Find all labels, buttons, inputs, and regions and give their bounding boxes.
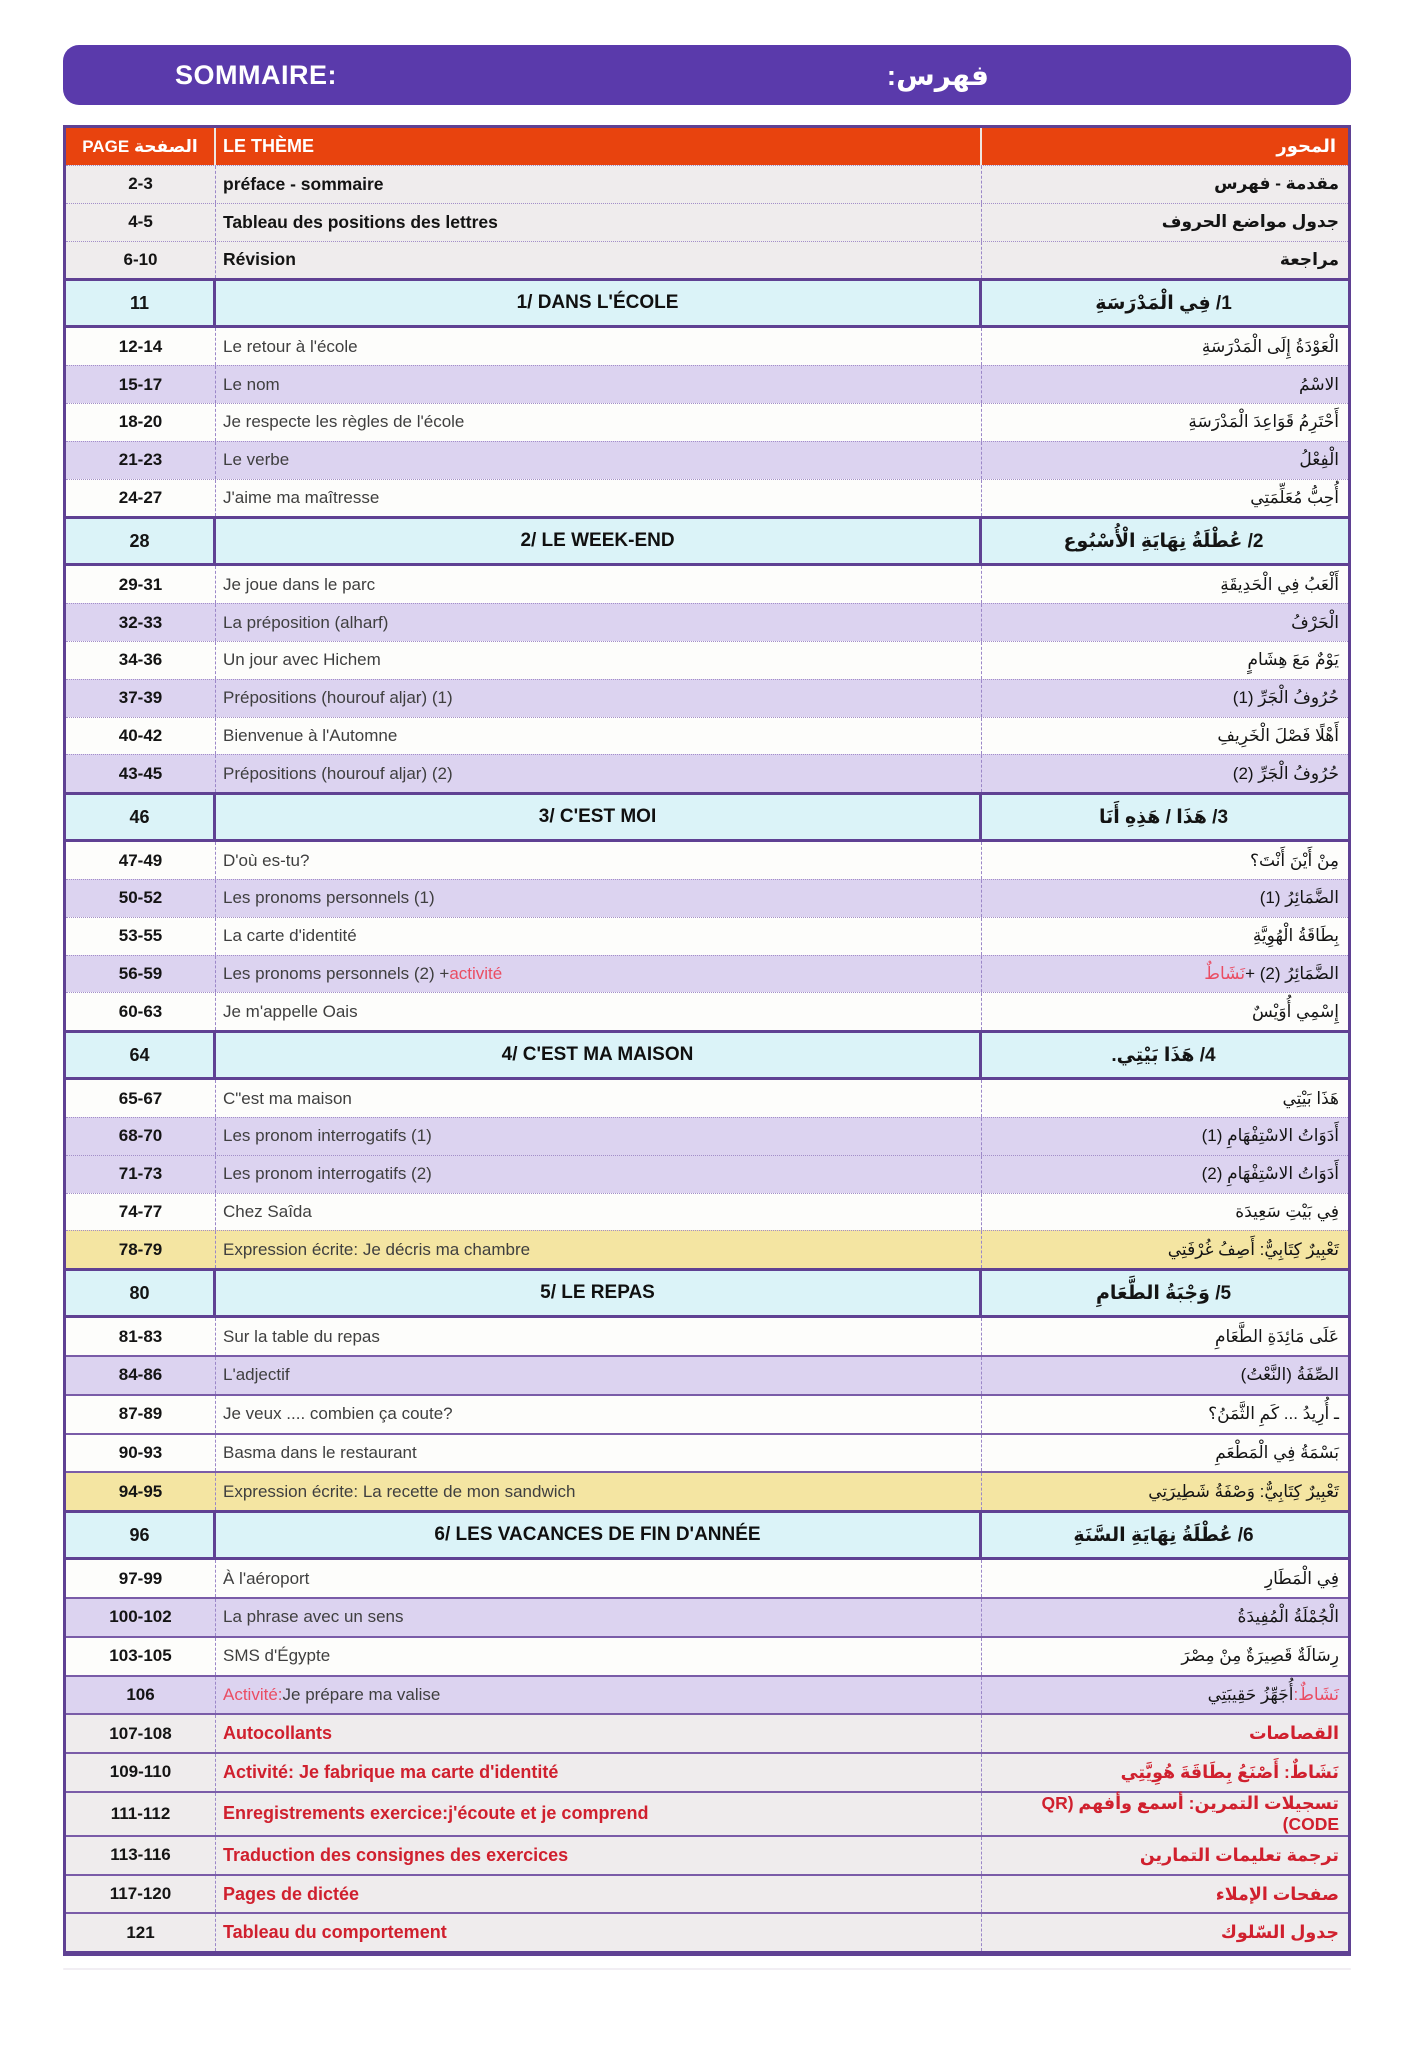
page-range: 28 [66,519,216,563]
page-range: 15-17 [66,366,216,403]
theme-cell: Révision [216,242,982,279]
mihwar-cell: بَسْمَةُ فِي الْمَطْعَمِ [1215,1442,1339,1462]
page-range: 56-59 [66,956,216,993]
table-row [66,1471,1348,1510]
mihwar-cell: أَدَوَاتُ الاسْتِفْهَامِ (1) [1201,1126,1339,1146]
footer-divider [63,1968,1351,1970]
page-range: 109-110 [66,1754,216,1791]
theme-cell: 2/ LE WEEK-END [216,519,982,563]
theme-cell: Traduction des consignes des exercices [216,1837,982,1874]
column-header-page: PAGE الصفحة [66,128,216,165]
table-row [66,1791,1348,1835]
table-row [66,1675,1348,1714]
theme-cell: La préposition (alharf) [216,604,982,641]
mihwar-cell: 5/ وَجْبَةُ الطَّعَامِ [1095,1282,1232,1304]
mihwar-cell: الْفِعْلُ [1299,450,1339,470]
table-row [66,1752,1348,1791]
mihwar-cell: تسجيلات التمرين: أسمع وأفهم (QR CODE) [1041,1792,1339,1834]
theme-cell: Enregistrements exercice:j'écoute et je comprend [216,1793,982,1835]
theme-cell: La carte d'identité [216,918,982,955]
page-range: 64 [66,1033,216,1077]
theme-cell: Les pronoms personnels (1) [216,880,982,917]
page-range: 80 [66,1271,216,1315]
theme-cell: Le nom [216,366,982,403]
mihwar-cell: 6/ عُطْلَةُ نِهَايَةِ السَّنَةِ [1073,1524,1254,1546]
table-row [66,679,1348,717]
page-range: 113-116 [66,1837,216,1874]
mihwar-cell: تَعْبِيرٌ كِتَابِيٌّ: أَصِفُ غُرْفَتِي [1167,1239,1339,1259]
theme-cell: Pages de dictée [216,1876,982,1913]
table-row [66,165,1348,203]
mihwar-cell: الضَّمَائِرُ (1) [1259,888,1339,908]
mihwar-cell: عَلَى مَائِدَةِ الطَّعَامِ [1215,1326,1339,1346]
page-range: 68-70 [66,1118,216,1155]
page-range: 103-105 [66,1638,216,1675]
page-range: 12-14 [66,328,216,365]
table-row [66,641,1348,679]
table-row [66,1230,1348,1268]
table-row [66,1394,1348,1433]
page-range: 100-102 [66,1599,216,1636]
page-range: 2-3 [66,166,216,203]
page-range: 40-42 [66,718,216,755]
mihwar-cell: مقدمة - فهرس [1214,174,1339,194]
mihwar-cell: أَلْعَبُ فِي الْحَدِيقَةِ [1220,574,1339,594]
mihwar-cell: 2/ عُطْلَةُ نِهَايَةِ الْأُسْبُوع [1063,530,1264,552]
table-row [66,1874,1348,1913]
mihwar-cell: تَعْبِيرٌ كِتَابِيٌّ: وَصْفَةُ شَطِيرَتِي [1148,1481,1339,1501]
table-row [66,479,1348,517]
table-row [66,754,1348,792]
section-row [66,1030,1348,1080]
table-row [66,365,1348,403]
mihwar-cell: 4/ هَذَا بَيْتِي. [1111,1044,1216,1066]
mihwar-cell: الْعَوْدَةُ إِلَى الْمَدْرَسَةِ [1201,336,1339,356]
mihwar-cell: أَحْتَرِمُ قَوَاعِدَ الْمَدْرَسَةِ [1188,412,1339,432]
page-range: 107-108 [66,1715,216,1752]
theme-cell: Le retour à l'école [216,328,982,365]
table-row [66,1117,1348,1155]
page-range: 78-79 [66,1231,216,1268]
theme-cell: Expression écrite: Je décris ma chambre [216,1231,982,1268]
table-row [66,1713,1348,1752]
mihwar-cell: الْحَرْفُ [1291,612,1339,632]
theme-cell [216,956,982,993]
mihwar-cell: بِطَاقَةُ الْهُوِيَّةِ [1252,926,1339,946]
mihwar-cell: حُرُوفُ الْجَرِّ (2) [1232,763,1339,783]
rows-container [66,165,1348,1951]
page-range: 90-93 [66,1435,216,1472]
theme-cell: Les pronom interrogatifs (1) [216,1118,982,1155]
mihwar-cell: فِي بَيْتِ سَعِيدَة [1235,1201,1339,1221]
theme-cell [216,1677,982,1714]
table-row [66,1080,1348,1117]
mihwar-cell: فِي الْمَطَارِ [1264,1568,1339,1588]
table-row [66,1912,1348,1951]
accent-text: نَشَاطٌ [1204,963,1246,983]
accent-text: Activité: [223,1684,283,1704]
table-row [66,917,1348,955]
theme-cell: Je veux .... combien ça coute? [216,1396,982,1433]
table-row [66,992,1348,1030]
section-row [66,792,1348,842]
theme-cell: Le verbe [216,442,982,479]
page-range: 50-52 [66,880,216,917]
theme-cell: Prépositions (hourouf aljar) (1) [216,680,982,717]
mihwar-cell: القصاصات [1248,1723,1339,1744]
page-range: 18-20 [66,404,216,441]
table-row [66,955,1348,993]
toc-table [63,125,1351,1956]
theme-cell: Un jour avec Hichem [216,642,982,679]
mihwar-cell: يَوْمٌ مَعَ هِشَامٍ [1247,650,1339,670]
table-row [66,1318,1348,1355]
theme-cell: 5/ LE REPAS [216,1271,982,1315]
theme-cell: À l'aéroport [216,1560,982,1597]
mihwar-cell: 3/ هَذَا / هَذِهِ أَنَا [1098,806,1229,828]
theme-cell: Autocollants [216,1715,982,1752]
page-title-french: SOMMAIRE: [175,59,337,90]
table-row [66,1355,1348,1394]
mihwar-cell: مِنْ أَيْنَ أَنْتَ؟ [1249,850,1339,870]
page-range: 65-67 [66,1080,216,1117]
table-row [66,1835,1348,1874]
theme-cell: Activité: Je fabrique ma carte d'identité [216,1754,982,1791]
page-range: 46 [66,795,216,839]
column-header-mihwar: المحور [1276,136,1336,156]
theme-cell: Les pronom interrogatifs (2) [216,1156,982,1193]
page-range: 121 [66,1914,216,1951]
mihwar-cell: ترجمة تعليمات التمارين [1139,1844,1339,1865]
theme-cell: SMS d'Égypte [216,1638,982,1675]
mihwar-cell: 1/ فِي الْمَدْرَسَةِ [1095,292,1232,314]
column-header-theme: LE THÈME [216,128,982,165]
theme-cell: Je m'appelle Oais [216,993,982,1030]
page-range: 71-73 [66,1156,216,1193]
table-header-row [66,128,1348,165]
page-range: 21-23 [66,442,216,479]
section-row [66,1268,1348,1318]
mihwar-cell [982,1677,1348,1714]
mihwar-text: الضَّمَائِرُ (2) + [1245,963,1339,983]
page-range: 94-95 [66,1473,216,1510]
page-range: 37-39 [66,680,216,717]
theme-cell: 4/ C'EST MA MAISON [216,1033,982,1077]
table-row [66,603,1348,641]
table-row [66,1560,1348,1597]
mihwar-cell: أَدَوَاتُ الاسْتِفْهَامِ (2) [1201,1164,1339,1184]
mihwar-cell: أُحِبُّ مُعَلِّمَتِي [1250,487,1339,507]
table-row [66,1636,1348,1675]
page-range: 84-86 [66,1357,216,1394]
table-row [66,328,1348,365]
theme-cell: Prépositions (hourouf aljar) (2) [216,755,982,792]
theme-cell: Sur la table du repas [216,1318,982,1355]
theme-cell: Expression écrite: La recette de mon sandwich [216,1473,982,1510]
mihwar-cell: رِسَالَةٌ قَصِيرَةٌ مِنْ مِصْرَ [1181,1646,1339,1666]
mihwar-cell: حُرُوفُ الْجَرِّ (1) [1232,688,1339,708]
theme-cell: Je joue dans le parc [216,566,982,603]
theme-cell: Chez Saîda [216,1194,982,1231]
section-row [66,278,1348,328]
page-range: 53-55 [66,918,216,955]
mihwar-cell [982,956,1348,993]
theme-cell: Bienvenue à l'Automne [216,718,982,755]
accent-text: نَشَاطٌ: [1293,1684,1339,1704]
page-range: 106 [66,1677,216,1714]
page-range: 43-45 [66,755,216,792]
page-range: 117-120 [66,1876,216,1913]
table-row [66,842,1348,879]
table-row [66,403,1348,441]
theme-cell: 6/ LES VACANCES DE FIN D'ANNÉE [216,1513,982,1557]
title-bar [63,45,1351,105]
table-row [66,1597,1348,1636]
page-range: 47-49 [66,842,216,879]
theme-text: Je prépare ma valise [282,1684,441,1704]
page-range: 60-63 [66,993,216,1030]
page-range: 96 [66,1513,216,1557]
page-range: 87-89 [66,1396,216,1433]
page-range: 4-5 [66,204,216,241]
section-row [66,1510,1348,1560]
page-range: 74-77 [66,1194,216,1231]
table-row [66,879,1348,917]
section-row [66,516,1348,566]
mihwar-cell: صفحات الإملاء [1215,1883,1339,1904]
mihwar-cell: الاسْمُ [1299,374,1339,394]
page-title-arabic: فهرس: [886,59,989,91]
theme-cell: J'aime ma maîtresse [216,480,982,517]
page-range: 81-83 [66,1318,216,1355]
mihwar-cell: جدول مواضع الحروف [1161,212,1339,232]
page-range: 32-33 [66,604,216,641]
theme-cell: La phrase avec un sens [216,1599,982,1636]
table-row [66,717,1348,755]
table-row [66,1193,1348,1231]
mihwar-cell: أَهْلًا فَصْلَ الْخَرِيفِ [1217,725,1339,745]
page-range: 34-36 [66,642,216,679]
page [0,45,1414,2045]
page-range: 11 [66,281,216,325]
theme-cell: Tableau des positions des lettres [216,204,982,241]
table-row [66,203,1348,241]
mihwar-cell: هَذَا بَيْتِي [1282,1088,1339,1108]
theme-cell: L'adjectif [216,1357,982,1394]
mihwar-text: أُجَهِّزُ حَقِيبَتِي [1207,1684,1294,1704]
theme-cell: 3/ C'EST MOI [216,795,982,839]
theme-cell: Je respecte les règles de l'école [216,404,982,441]
theme-cell: D'où es-tu? [216,842,982,879]
theme-cell: Tableau du comportement [216,1914,982,1951]
theme-cell: Basma dans le restaurant [216,1435,982,1472]
page-range: 24-27 [66,480,216,517]
theme-cell: C"est ma maison [216,1080,982,1117]
theme-cell: 1/ DANS L'ÉCOLE [216,281,982,325]
mihwar-cell: نَشَاطٌ: أَصْنَعُ بِطَاقَةَ هُوِيَّتِي [1120,1761,1339,1782]
page-range: 111-112 [66,1793,216,1835]
mihwar-cell: جدول السّلوك [1220,1922,1339,1943]
mihwar-cell: إِسْمِي أُوَيْسٌ [1251,1001,1339,1021]
mihwar-cell: الْجُمْلَةُ الْمُفِيدَةُ [1237,1607,1339,1627]
table-row [66,241,1348,279]
mihwar-cell: الصِّفَةُ (النَّعْتُ) [1240,1365,1339,1385]
page-range: 97-99 [66,1560,216,1597]
accent-text: activité [449,963,503,983]
table-row [66,1433,1348,1472]
mihwar-cell: مراجعة [1279,249,1339,269]
theme-cell: préface - sommaire [216,166,982,203]
theme-text: Les pronoms personnels (2) + [223,963,450,983]
page-range: 29-31 [66,566,216,603]
mihwar-cell: ـ أُرِيدُ ... كَمِ الثَّمَنُ؟ [1208,1404,1339,1424]
page-range: 6-10 [66,242,216,279]
table-row [66,441,1348,479]
table-row [66,1155,1348,1193]
table-row [66,566,1348,603]
